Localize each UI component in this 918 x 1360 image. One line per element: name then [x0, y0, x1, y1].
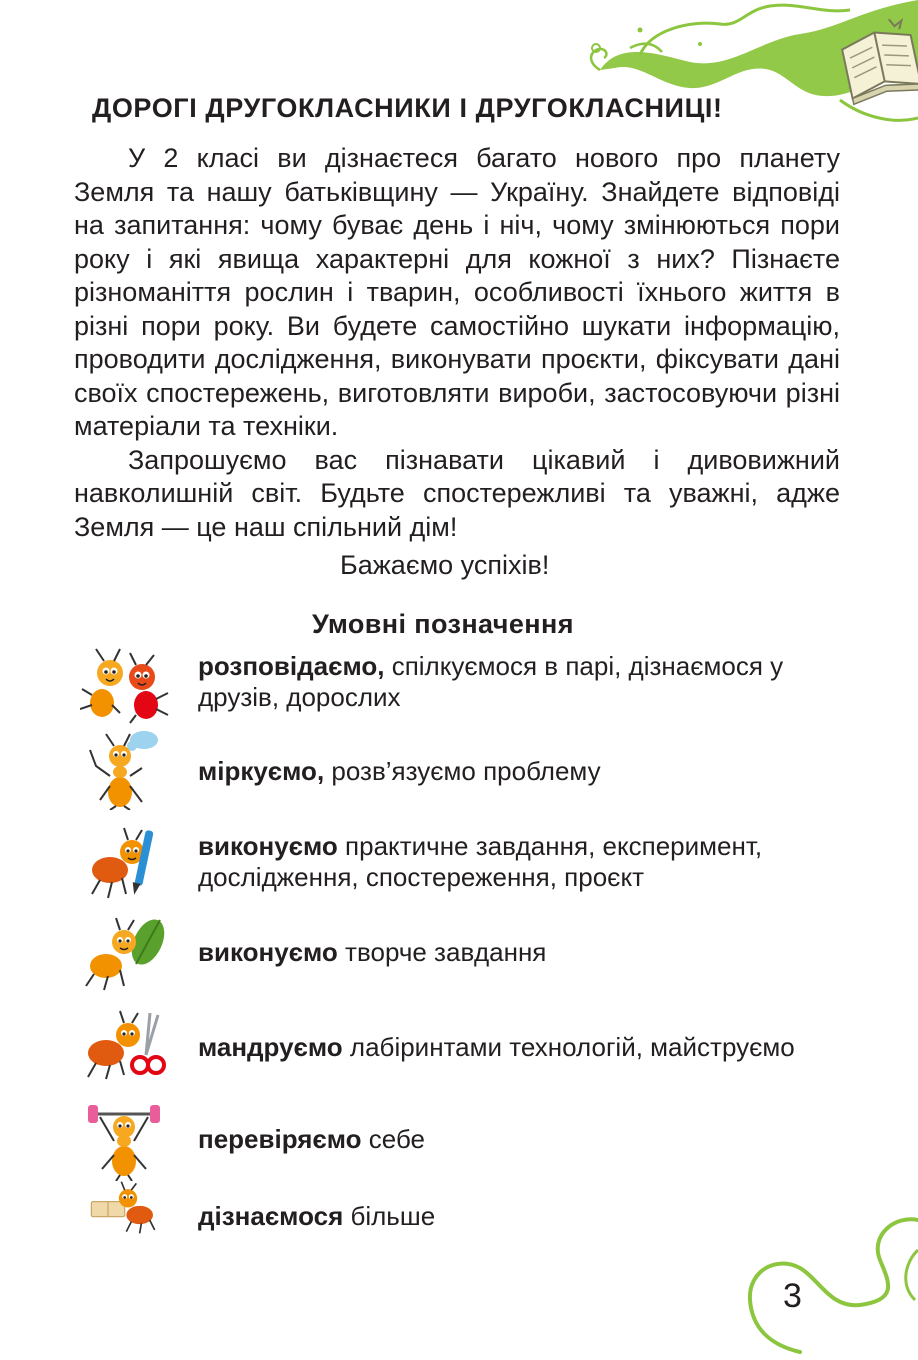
- legend-description: спілкуємося в парі, дізнаємося у друзів, дорослих: [198, 651, 784, 712]
- legend-text: [198, 1032, 848, 1063]
- legend-keyword: розповідаємо,: [198, 651, 385, 681]
- legend-text: [198, 651, 848, 713]
- legend-description: розв’язуємо проблему: [324, 756, 601, 786]
- two-ants-talking-icon: [80, 643, 176, 727]
- ant-thinking-icon: [80, 726, 176, 810]
- ant-with-pen-icon: [80, 822, 176, 906]
- legend-title: Умовні позначення: [312, 609, 574, 639]
- legend-text: [198, 1124, 848, 1155]
- ant-with-leaf-icon: [80, 910, 176, 994]
- legend-keyword: виконуємо: [198, 937, 338, 967]
- legend-keyword: виконуємо: [198, 831, 338, 861]
- intro-paragraph: У 2 класі ви дізнаєтеся багато нового про планету Земля та нашу батьківщину — Україну. Знайдете відповіді на запитання: чому буває день і ніч, чому змінюються пори року і які явища характерні для кожної з них? Пізнаєте різноманіття рослин і тварин, особливості їхнього життя в різні пори року. Ви будете самостійно шукати інформацію, проводити дослідження, виконувати проєкти, фіксувати дані своїх спостережень, виготовляти вироби, застосовуючи різні матеріали та техніки.: [74, 143, 840, 441]
- legend-description: творче завдання: [337, 937, 547, 967]
- legend-keyword: перевіряємо: [198, 1124, 362, 1154]
- legend-keyword: мандруємо: [198, 1032, 343, 1062]
- page-heading: ДОРОГІ ДРУГОКЛАСНИКИ І ДРУГОКЛАСНИЦІ!: [92, 93, 723, 123]
- legend-description: себе: [361, 1124, 426, 1154]
- ant-with-dumbbell-icon: [80, 1097, 176, 1181]
- intro-text: [74, 142, 840, 544]
- legend-keyword: дізнаємося: [198, 1201, 344, 1231]
- wish-text: Бажаємо успіхів!: [340, 550, 550, 580]
- ant-with-book-icon: [80, 1180, 176, 1250]
- intro-paragraph: Запрошуємо вас пізнавати цікавий і дивовижний навколишній світ. Будьте спостережливі та уважні, адже Земля — це наш спільний дім!: [74, 444, 840, 542]
- legend-text: [198, 1201, 848, 1232]
- legend-keyword: міркуємо,: [198, 756, 325, 786]
- legend-text: [198, 831, 848, 893]
- legend-description: практичне завдання, експеримент, дослідження, спостереження, проєкт: [198, 831, 763, 892]
- legend-text: [198, 756, 848, 787]
- legend-description: лабіринтами технологій, майструємо: [342, 1032, 795, 1062]
- legend-description: більше: [343, 1201, 436, 1231]
- page-number: 3: [783, 1277, 802, 1315]
- legend-text: [198, 937, 848, 968]
- ant-with-scissors-icon: [80, 1005, 176, 1089]
